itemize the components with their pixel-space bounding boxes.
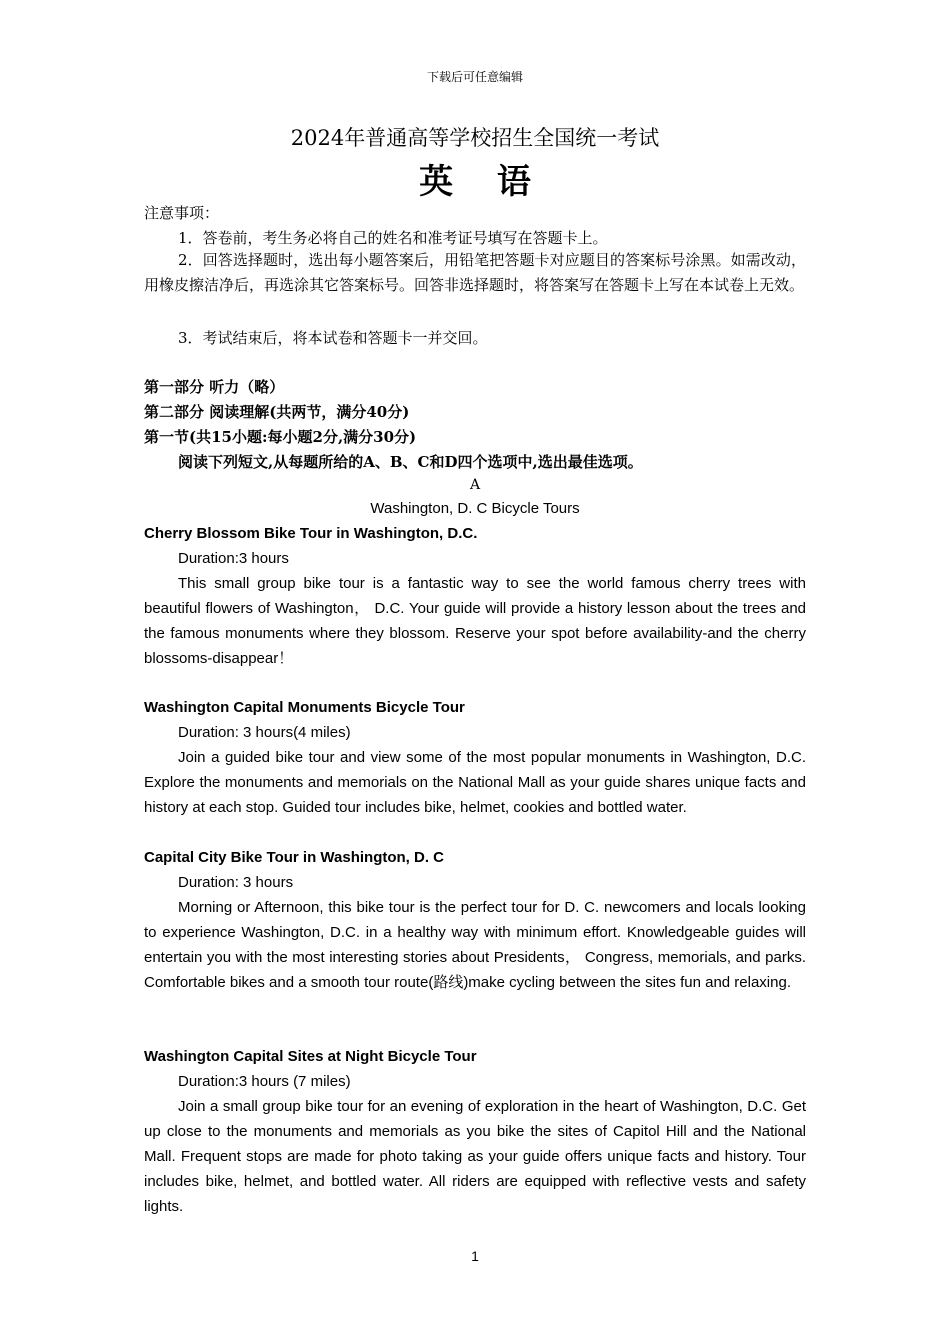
tour-description: Join a small group bike tour for an evening of exploration in the heart of Washington, D.C. Get up close to the monuments and memorials as you bike the sites of Capitol Hill and the National Mall. Frequent stops are made for photo taking as your guide offers unique facts and history. Tour includes bike, helmet, and bottled water. All riders are equipped with reflective vests and safety lights. bbox=[144, 1098, 806, 1215]
tour-description: Join a guided bike tour and view some of the most popular monuments in Washington, D.C. Explore the monuments and memorials on the National Mall as your guide shares unique facts and history at each stop. Guided tour includes bike, helmet, cookies and bottled water. bbox=[144, 749, 806, 816]
tour-description: This small group bike tour is a fantastic way to see the world famous cherry trees with beautiful flowers of Washington， D.C. Your guide will provide a history lesson about the trees and the famous monuments where they blossom. Reserve your spot before availability-and the cherry blossoms-disappear！ bbox=[144, 575, 806, 667]
tour-name: Washington Capital Sites at Night Bicycle Tour bbox=[144, 1048, 477, 1065]
download-note: 下载后可任意编辑 bbox=[426, 70, 523, 84]
tour-duration: Duration: 3 hours bbox=[178, 874, 294, 891]
reading-instruction: 阅读下列短文,从每题所给的A、B、C和D四个选项中,选出最佳选项。 bbox=[178, 453, 643, 471]
tour-duration: Duration:3 hours bbox=[178, 550, 289, 567]
tour-description: Morning or Afternoon, this bike tour is the perfect tour for D. C. newcomers and locals looking to experience Washington, D.C. in a healthy way with minimum effort. Knowledgeable guides will entertain you with the most interesting stories about Presidents， Congress, memorials, and parks. Comfortable bikes and a smooth tour route(路线)make cycling between the sites fun and relaxing. bbox=[144, 899, 806, 991]
section1-heading: 第一节(共15小题:每小题2分,满分30分) bbox=[144, 428, 417, 446]
subject-title: 英 语 bbox=[419, 162, 547, 202]
notice-heading: 注意事项： bbox=[144, 204, 220, 222]
exam-title: 2024年普通高等学校招生全国统一考试 bbox=[290, 126, 660, 150]
notice-item-1: 1．答卷前，考生务必将自己的姓名和准考证号填写在答题卡上。 bbox=[178, 229, 608, 247]
tour-duration: Duration:3 hours (7 miles) bbox=[178, 1073, 351, 1090]
passage-label: A bbox=[469, 477, 481, 493]
passage-title: Washington, D. C Bicycle Tours bbox=[370, 500, 580, 517]
tour-name: Washington Capital Monuments Bicycle Tour bbox=[144, 699, 465, 716]
part1-heading: 第一部分 听力（略） bbox=[144, 378, 285, 396]
page-number: 1 bbox=[471, 1248, 479, 1264]
tour-duration: Duration: 3 hours(4 miles) bbox=[178, 724, 351, 741]
notice-item-3: 3．考试结束后，将本试卷和答题卡一并交回。 bbox=[178, 329, 488, 347]
tour-name: Capital City Bike Tour in Washington, D. C bbox=[144, 849, 445, 866]
notice-item-2: 2．回答选择题时，选出每小题答案后，用铅笔把答题卡对应题目的答案标号涂黑。如需改动，用橡皮擦洁净后，再选涂其它答案标号。回答非选择题时，将答案写在答题卡上写在本试卷上无效。 bbox=[144, 251, 806, 294]
tour-name: Cherry Blossom Bike Tour in Washington, D.C. bbox=[144, 525, 478, 542]
part2-heading: 第二部分 阅读理解(共两节，满分40分) bbox=[144, 403, 410, 421]
